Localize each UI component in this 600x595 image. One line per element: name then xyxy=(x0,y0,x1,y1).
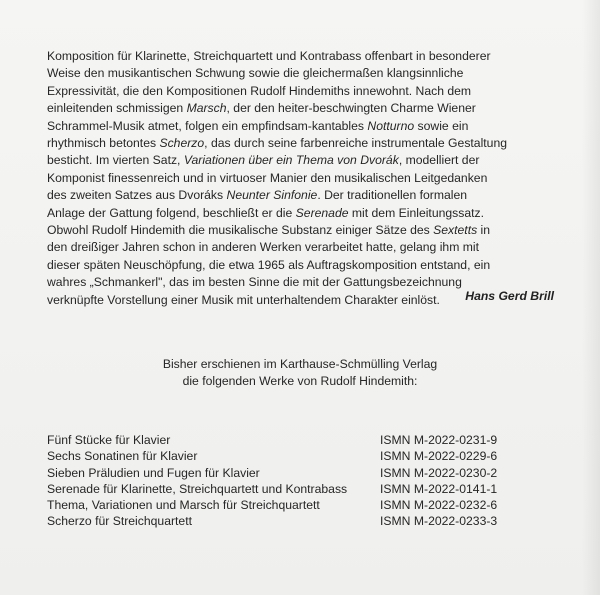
works-list xyxy=(47,432,517,530)
essay-text-segment: besticht. Im vierten Satz, xyxy=(47,153,184,168)
essay-line xyxy=(47,257,562,274)
essay-line xyxy=(47,48,562,65)
work-title: Fünf Stücke für Klavier xyxy=(47,433,171,447)
italic-title-text: Scherzo xyxy=(159,136,205,151)
essay-text-segment: in xyxy=(477,223,491,238)
intro-line: die folgenden Werke von Rudolf Hindemith: xyxy=(182,374,418,388)
essay-text xyxy=(47,48,562,309)
essay-text-segment: Anlage der Gattung folgend, beschließt er die xyxy=(47,205,296,220)
essay-text-segment: Expressivität, die den Kompositionen Rudolf Hindemiths innewohnt. Nach dem xyxy=(47,83,472,98)
essay-line xyxy=(47,152,562,169)
italic-title-text: Marsch xyxy=(186,101,227,116)
essay-text-segment: des zweiten Satzes aus Dvoráks xyxy=(47,188,227,203)
essay-text-segment: mit dem Einleitungssatz. xyxy=(348,205,484,220)
work-ismn: ISMN M-2022-0229-6 xyxy=(380,449,498,464)
work-title: Thema, Variationen und Marsch für Streichquartett xyxy=(47,498,320,513)
essay-text-segment: , das durch seine farbenreiche instrumentale Gestaltung xyxy=(204,136,508,151)
essay-text-segment: dieser späten Neuschöpfung, die etwa 1965 als Auftragskomposition entstand, ein xyxy=(47,257,491,272)
essay-text-segment: . Der traditionellen formalen xyxy=(317,188,468,203)
essay-line xyxy=(47,65,562,82)
publications-intro xyxy=(0,356,600,390)
essay-text-segment: , modelliert der xyxy=(398,153,480,168)
essay-text-segment: Obwohl Rudolf Hindemith die musikalische Substanz einiger Sätze des xyxy=(47,223,434,238)
italic-title-text: Notturno xyxy=(367,118,415,133)
italic-title-text: Neunter Sinfonie xyxy=(226,188,318,203)
work-ismn: ISMN M-2022-0231-9 xyxy=(380,433,498,447)
page-edge-shadow xyxy=(582,0,600,595)
essay-line xyxy=(47,118,562,135)
work-title: Sieben Präludien und Fugen für Klavier xyxy=(47,465,260,480)
essay-text-segment: den dreißiger Jahren schon in anderen Werken verarbeitet hatte, gelang ihm mit xyxy=(47,240,479,255)
intro-line: Bisher erschienen im Karthause-Schmülling Verlag xyxy=(162,357,438,371)
essay-text-segment: Komponist finessenreich und in virtuoser Manier den musikalischen Leitgedanken xyxy=(47,170,488,185)
work-title: Scherzo für Streichquartett xyxy=(47,514,192,529)
essay-text-segment: verknüpfte Vorstellung einer Musik mit unterhaltendem Charakter einlöst. xyxy=(47,292,440,307)
italic-title-text: Variationen über ein Thema von Dvorák xyxy=(183,153,399,168)
essay-text-segment: sowie ein xyxy=(414,118,469,133)
work-row xyxy=(47,465,517,481)
essay-line xyxy=(47,187,562,204)
essay-line xyxy=(47,205,562,222)
work-row xyxy=(47,481,517,497)
essay-line xyxy=(47,100,562,117)
essay-text-segment: wahres „Schmankerl", das im besten Sinne die mit der Gattungsbezeichnung xyxy=(47,275,462,290)
essay-text-segment: einleitenden schmissigen xyxy=(47,101,187,116)
work-row xyxy=(47,497,517,513)
work-ismn: ISMN M-2022-0141-1 xyxy=(380,481,498,496)
work-title: Sechs Sonatinen für Klavier xyxy=(47,449,198,464)
essay-line xyxy=(47,170,562,187)
work-ismn: ISMN M-2022-0232-6 xyxy=(380,498,498,513)
work-row xyxy=(47,432,517,448)
essay-line xyxy=(47,135,562,152)
essay-line xyxy=(47,83,562,100)
essay-text-segment: , der den heiter-beschwingten Charme Wiener xyxy=(226,101,476,116)
essay-text-segment: Schrammel-Musik atmet, folgen ein empfindsam-kantables xyxy=(47,118,368,133)
essay-text-segment: rhythmisch betontes xyxy=(47,136,160,151)
essay-line xyxy=(47,239,562,256)
work-ismn: ISMN M-2022-0230-2 xyxy=(380,465,498,480)
essay-line xyxy=(47,222,562,239)
essay-text-segment: Weise den musikantischen Schwung sowie die gleichermaßen klangsinnliche xyxy=(47,66,464,81)
author-signature: Hans Gerd Brill xyxy=(465,289,554,303)
work-row xyxy=(47,513,517,529)
italic-title-text: Serenade xyxy=(295,205,349,220)
work-ismn: ISMN M-2022-0233-3 xyxy=(380,514,498,529)
work-row xyxy=(47,448,517,464)
essay-text-segment: Komposition für Klarinette, Streichquartett und Kontrabass offenbart in besonderer xyxy=(47,49,491,63)
work-title: Serenade für Klarinette, Streichquartett und Kontrabass xyxy=(47,481,348,496)
italic-title-text: Sextetts xyxy=(433,223,478,238)
